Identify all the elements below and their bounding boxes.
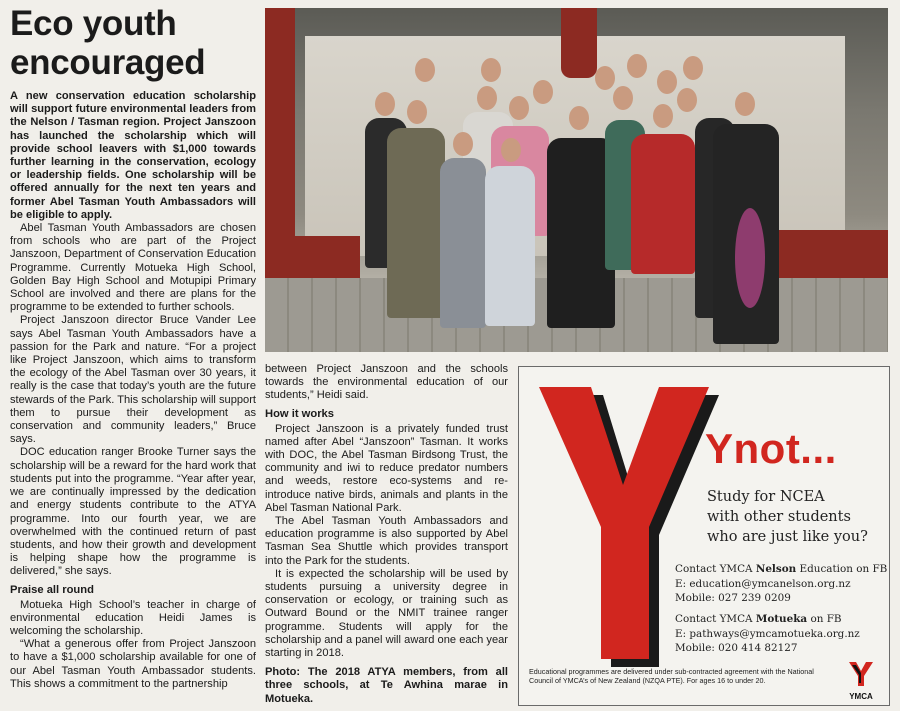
person-head [407,100,427,124]
article-paragraph-3: DOC education ranger Brooke Turner says the scholarship will be a reward for the hard work that students put into the programme. “Year after year, we are continually impressed by the dedication and energy students contribute to the ATYA programme. Into our fourth year, we are overwhelmed with the continued return of past students, and how their growth and development is helping shape how the programme is delivered,” she says. [10,446,256,578]
person-head [375,92,395,116]
ad-footer: Educational programmes are delivered under sub-contracted agreement with the National Council of YMCA’s of New Zealand (NZQA PTE). For ages 16 to under 20. [529,667,814,685]
nelson-email[interactable]: E: education@ymcanelson.org.nz [675,577,851,590]
person-head [657,70,677,94]
person-head [677,88,697,112]
woven-cloth [735,208,765,308]
person-head [569,106,589,130]
ad-tagline [707,487,887,547]
carving-top [561,8,597,78]
person-body [631,134,695,274]
nelson-mobile: Mobile: 027 239 0209 [675,592,791,604]
motueka-contact-heading [675,612,860,627]
person-head [415,58,435,82]
article-paragraph-7: Project Janszoon is a privately funded trust named after Abel “Janszoon” Tasman. It works with DOC, the Abel Tasman Birdsong Trust, the community and iwi to reduce predator numbers and weeds, restore eco-systems and re-introduce native birds, animals and plants in the Abel Tasman National Park. [265,422,508,514]
photo-caption: Photo: The 2018 ATYA members, from all three schools, at Te Awhina marae in Motueka. [265,666,508,705]
article-middle-column [265,363,508,706]
subhead-praise: Praise all round [10,583,94,596]
ad-tagline-line-3: who are just like you? [707,529,868,545]
subhead-how-it-works: How it works [265,407,334,420]
ymca-logo [841,661,881,701]
group-photo [265,8,888,352]
person-head [627,54,647,78]
nelson-prefix: Contact YMCA [675,563,756,575]
person-head [653,104,673,128]
person-head [453,132,473,156]
ymca-logo-icon [848,661,874,687]
article-paragraph-9: It is expected the scholarship will be used by students pursuing a university degree in conservation or ecology, or training such as Outward Bound or the NMIT trainee ranger programme. Students will apply for the scholarship and a panel will award one each year starting in 2018. [265,567,508,660]
ad-headline: Ynot... [705,425,837,472]
carving-base-right [775,230,888,278]
person-body [485,166,535,326]
article-lead: A new conservation education scholarship will support future environmental leaders from the Nelson / Tasman region. Project Janszoon has launched the scholarship which will provide school leavers with $1,000 towards further learning in the conservation, ecology or leadership fields. One scholarship will be offered annually for the next ten years and former Abel Tasman Youth Ambassadors will be eligible to apply. [10,90,256,221]
nelson-contact-heading [675,562,887,577]
ad-tagline-line-1: Study for NCEA [707,489,825,505]
ad-tagline-line-2: with other students [707,509,851,525]
article-paragraph-5: “What a generous offer from Project Janszoon to have a $1,000 scholarship available for one of our Abel Tasman Youth Ambassador students. This shows a commitment to the partnership [10,638,256,690]
nelson-suffix: Education on FB [796,563,888,575]
article-headline: Eco youth encouraged [10,4,206,82]
article-paragraph-2: Project Janszoon director Bruce Vander Lee says Abel Tasman Youth Ambassadors have a passion for the Park and nature. “For a project like Project Janszoon, which aims to transform the ecology of the Abel Tasman over 30 years, it really is the case that today’s youth are the future stewards of the Park. This scholarship will support them to pursue their development as conservation and community leaders,” Bruce says. [10,314,256,446]
person-head [595,66,615,90]
person-head [477,86,497,110]
motueka-mobile: Mobile: 020 414 82127 [675,642,798,654]
ymca-advert [518,366,890,706]
article-left-column [10,4,256,691]
motueka-contact [675,612,860,656]
person-body [440,158,486,328]
person-head [683,56,703,80]
person-head [501,138,521,162]
person-head [481,58,501,82]
ymca-logo-text: YMCA [849,692,873,701]
motueka-prefix: Contact YMCA [675,613,756,625]
motueka-bold: Motueka [755,613,808,625]
article-paragraph-6: between Project Janszoon and the schools towards the environmental education of our students,” Heidi said. [265,363,508,402]
article-paragraph-1: Abel Tasman Youth Ambassadors are chosen from schools who are part of the Project Janszoon, Department of Conservation Education Programme. Currently Motueka High School, Golden Bay High School and Motupipi Primary School are involved and there are plans for the programme to be extended to further schools. [10,222,256,314]
motueka-email[interactable]: E: pathways@ymcamotueka.org.nz [675,627,860,640]
person-head [613,86,633,110]
person-head [735,92,755,116]
nelson-bold: Nelson [755,563,797,575]
article-paragraph-8: The Abel Tasman Youth Ambassadors and education programme is also supported by Abel Tasman Sea Shuttle which provides transport into the Park for the students. [265,515,508,567]
carving-base-left [265,236,360,278]
person-head [509,96,529,120]
motueka-suffix: on FB [807,613,842,625]
article-paragraph-4: Motueka High School’s teacher in charge of environmental education Heidi James is welcoming the scholarship. [10,598,256,637]
nelson-contact [675,562,887,606]
person-body [387,128,445,318]
person-head [533,80,553,104]
